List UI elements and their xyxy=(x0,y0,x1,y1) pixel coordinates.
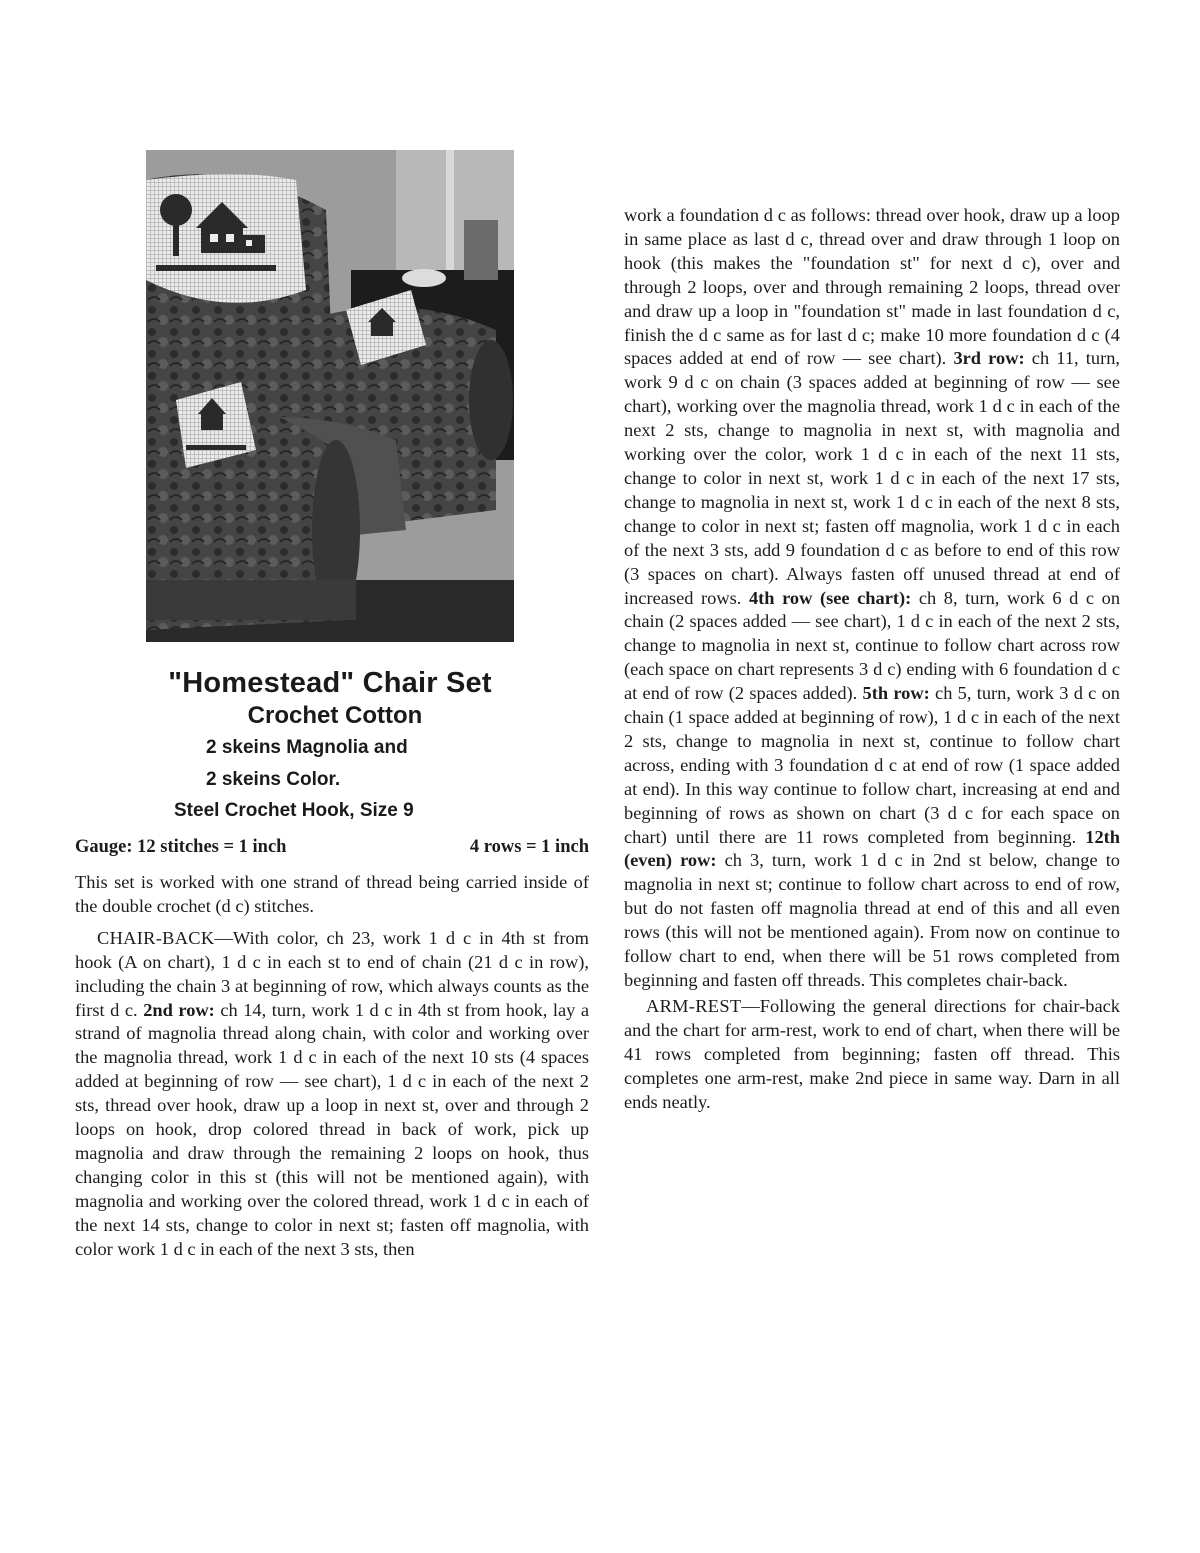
gauge-rows: 4 rows = 1 inch xyxy=(469,837,589,857)
right-column xyxy=(624,204,1120,1114)
chair-back-label: CHAIR-BACK xyxy=(97,927,215,948)
pattern-header xyxy=(146,667,514,822)
right-text-5: ch 3, turn, work 1 d c in 2nd st below, change to magnolia in next st; continue to follow chart across to end of row, but do not fasten off magnolia thread at end of this and all even rows (this will not be mentioned again). From now on continue to follow chart to end, when there will be 51 rows completed from beginning and fasten off threads. This completes chair-back. xyxy=(624,850,1120,990)
right-text-2: ch 11, turn, work 9 d c on chain (3 spaces added at beginning of row — see chart), working over the magnolia thread, work 1 d c in each of the next 2 sts, change to magnolia in next st, with magnolia and working over the color, work 1 d c in each of the next 11 sts, change to color in next st, work 1 d c in each of the next 17 sts, change to magnolia in next st, work 1 d c in each of the next 8 sts, change to color in next st; fasten off magnolia, work 1 d c in each of the next 3 sts, add 9 foundation d c as before to end of this row (3 spaces on chart). Always fasten off unused thread at end of increased rows. xyxy=(624,348,1120,608)
arm-rest-label: ARM-REST xyxy=(646,995,742,1016)
row-12-label: 12th (even) row: xyxy=(624,826,1120,871)
row-2-label: 2nd row: xyxy=(143,999,215,1020)
chair-back-text-1: —With color, ch 23, work 1 d c in 4th st from hook (A on chart), 1 d c in each st to end of chain (21 d c in row), including the chain 3 at beginning of row, which always counts as the first d c. xyxy=(75,927,589,1020)
materials-line-1: 2 skeins Magnolia and xyxy=(206,737,408,758)
right-text-1: work a foundation d c as follows: thread over hook, draw up a loop in same place as last d c, thread over and draw through 1 loop on hook (this makes the "foundation st" for next d c), over and through 2 loops, over and through remaining 2 loops, thread over and draw up a loop in "foundation st" made in last foundation d c, finish the d c same as for last d c; make 10 more foundation d c (4 spaces added at end of row — see chart). xyxy=(624,205,1120,369)
arm-rest-text: —Following the general directions for chair-back and the chart for arm-rest, work to end of chart, when there will be 41 rows completed from beginning; fasten off thread. This completes one arm-rest, make 2nd piece in same way. Darn in all ends neatly. xyxy=(624,995,1120,1112)
pattern-title: "Homestead" Chair Set xyxy=(168,667,492,699)
gauge-line xyxy=(75,837,589,858)
continued-paragraph xyxy=(624,204,1120,993)
row-3-label: 3rd row: xyxy=(953,348,1025,369)
row-5-label: 5th row: xyxy=(862,683,930,704)
materials-line-2: 2 skeins Color. xyxy=(206,769,341,790)
right-text-4: ch 5, turn, work 3 d c on chain (1 space added at beginning of row), 1 d c in each of the next 2 sts, change to magnolia in next st, continue to follow chart across, ending with 3 foundation d c at end of row (1 space added at end). In this way continue to follow chart, increasing at end and beginning of rows as shown on chart (3 d c for each space on chart) until there are 11 rows completed from beginning. xyxy=(624,683,1120,847)
hook-size: Steel Crochet Hook, Size 9 xyxy=(174,800,414,821)
gauge-stitches: Gauge: 12 stitches = 1 inch xyxy=(75,837,287,857)
chair-photo-illustration xyxy=(146,150,514,642)
pattern-subtitle: Crochet Cotton xyxy=(247,702,423,729)
chair-photo xyxy=(146,150,514,642)
right-text-3: ch 8, turn, work 6 d c on chain (2 spaces added — see chart), 1 d c in each of the next 2 sts, change to magnolia in next st, continue to follow chart across row (each space on chart represents 3 d c) ending with 6 foundation d c at end of row (2 spaces added). xyxy=(624,587,1121,704)
arm-rest-paragraph xyxy=(624,995,1120,1115)
left-column xyxy=(75,871,589,1262)
chair-back-text-2: ch 14, turn, work 1 d c in 4th st from hook, lay a strand of magnolia thread along chain, with color and working over the magnolia thread, work 1 d c in each of the next 10 sts (4 spaces added at beginning of row — see chart), 1 d c in each of the next 2 sts, thread over hook, draw up a loop in next st, over and through 2 loops on hook, drop colored thread in back of work, pick up magnolia and draw through the remaining 2 loops on hook, thus changing color in this st (this will not be mentioned again), with magnolia and working over the colored thread, work 1 d c in each of the next 14 sts, change to color in next st; fasten off magnolia, with color work 1 d c in each of the next 3 sts, then xyxy=(75,999,590,1259)
chair-back-paragraph xyxy=(75,927,589,1262)
row-4-label: 4th row (see chart): xyxy=(748,587,912,608)
intro-paragraph: This set is worked with one strand of thread being carried inside of the double crochet (d c) stitches. xyxy=(75,872,589,916)
